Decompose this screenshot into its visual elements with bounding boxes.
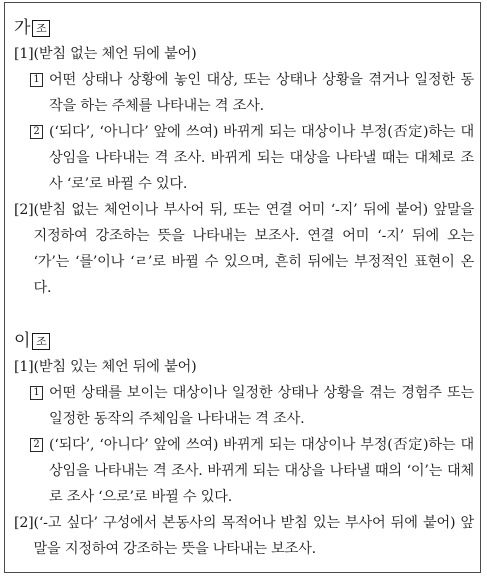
subsense-2 bbox=[14, 119, 474, 197]
subsense-number-box: 2 bbox=[30, 125, 43, 139]
subsense-number-box: 1 bbox=[30, 386, 43, 400]
subsense-text: (‘되다’, ‘아니다’ 앞에 쓰여) 바뀌게 되는 대상이나 부정(否定)하는 대상임을 나타내는 격 조사. 바뀌게 되는 대상을 나타낼 때는 대체로 조사 ‘로’로 바뀔 수 있다. bbox=[49, 124, 474, 192]
sense-1 bbox=[14, 41, 474, 67]
subsense-1 bbox=[14, 67, 474, 119]
subsense-1 bbox=[14, 380, 474, 432]
entry-ga-heading bbox=[14, 15, 474, 41]
subsense-text: 어떤 상태나 상황에 놓인 대상, 또는 상태나 상황을 겪거나 일정한 동작을 하는 주체를 나타내는 격 조사. bbox=[49, 72, 474, 114]
sense-text: (받침 없는 체언 뒤에 붙어) bbox=[33, 46, 197, 62]
sense-number: [1] bbox=[14, 359, 34, 375]
sense-number: [2] bbox=[14, 202, 34, 218]
subsense-number-box: 1 bbox=[30, 73, 43, 87]
subsense-text: (‘되다’, ‘아니다’ 앞에 쓰여) 바뀌게 되는 대상이나 부정(否定)하는 대상임을 나타내는 격 조사. 바뀌게 되는 대상을 나타낼 때의 ‘이’는 대체로 조사 ‘으로’로 바뀔 수 있다. bbox=[49, 437, 474, 505]
sense-2 bbox=[14, 197, 474, 301]
headword-ga: 가 bbox=[14, 18, 31, 38]
sense-2 bbox=[14, 510, 474, 562]
entry-i bbox=[14, 328, 474, 562]
sense-1 bbox=[14, 354, 474, 380]
dictionary-box bbox=[4, 2, 481, 573]
pos-tag-box: 조 bbox=[32, 20, 50, 37]
subsense-2 bbox=[14, 432, 474, 510]
sense-text: (받침 있는 체언 뒤에 붙어) bbox=[33, 359, 197, 375]
entry-i-heading bbox=[14, 328, 474, 354]
subsense-number-box: 2 bbox=[30, 438, 43, 452]
sense-text: (‘-고 싶다’ 구성에서 본동사의 목적어나 받침 있는 부사어 뒤에 붙어) 앞말을 지정하여 강조하는 뜻을 나타내는 보조사. bbox=[33, 515, 474, 557]
pos-tag-box: 조 bbox=[32, 333, 50, 350]
headword-i: 이 bbox=[14, 331, 31, 351]
sense-number: [2] bbox=[14, 515, 34, 531]
entry-ga bbox=[14, 15, 474, 301]
subsense-text: 어떤 상태를 보이는 대상이나 일정한 상태나 상황을 겪는 경험주 또는 일정한 동작의 주체임을 나타내는 격 조사. bbox=[49, 385, 474, 427]
sense-text: (받침 없는 체언이나 부사어 뒤, 또는 연결 어미 ‘-지’ 뒤에 붙어) 앞말을 지정하여 강조하는 뜻을 나타내는 보조사. 연결 어미 ‘-지’ 뒤에 오는 ‘가’는 ‘를’이나 ‘ㄹ’로 바뀔 수 있으며, 흔히 뒤에는 부정적인 표현이 온다. bbox=[33, 202, 474, 296]
sense-number: [1] bbox=[14, 46, 34, 62]
